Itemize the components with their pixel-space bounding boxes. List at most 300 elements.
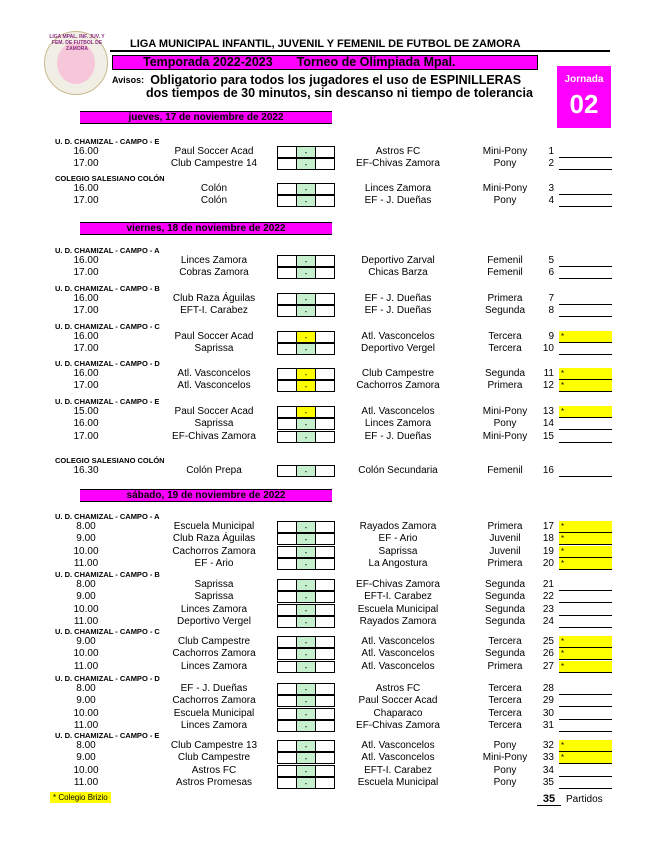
- match-category: Pony: [493, 777, 517, 789]
- home-team: Colón: [200, 195, 228, 207]
- result-line[interactable]: [559, 604, 612, 616]
- home-team: Club Campestre: [177, 752, 251, 764]
- away-team: EF - J. Dueñas: [364, 195, 432, 207]
- match-time: 11.00: [73, 777, 99, 789]
- away-score-box[interactable]: [315, 343, 335, 355]
- match-time: 9.00: [76, 752, 96, 764]
- match-time: 16.00: [73, 418, 99, 430]
- away-team: Chaparaco: [373, 707, 423, 719]
- result-line[interactable]: [559, 267, 612, 279]
- match-number: 34: [542, 764, 554, 776]
- home-score-box[interactable]: [277, 740, 297, 752]
- result-line[interactable]: *: [559, 331, 612, 343]
- match-number: 29: [542, 695, 554, 707]
- home-score-box[interactable]: [277, 305, 297, 317]
- home-score-box[interactable]: [277, 579, 297, 591]
- match-number: 15: [542, 430, 554, 442]
- match-category: Segunda: [484, 579, 526, 590]
- home-team: Club Campestre 14: [170, 158, 258, 170]
- away-team: Atl. Vasconcelos: [361, 331, 435, 342]
- day-header: viernes, 18 de noviembre de 2022: [80, 222, 332, 235]
- match-time: 9.00: [76, 533, 96, 545]
- match-category: Femenil: [487, 465, 523, 476]
- field-name: U. D. CHAMIZAL - CAMPO - E: [55, 731, 160, 740]
- home-score-box[interactable]: [277, 331, 297, 343]
- match-time: 11.00: [73, 616, 99, 628]
- home-team: Colón: [200, 183, 228, 194]
- away-team: Chicas Barza: [368, 267, 428, 279]
- result-line[interactable]: [559, 146, 612, 158]
- result-line[interactable]: *: [559, 558, 612, 570]
- match-row: [0, 708, 654, 720]
- match-time: 9.00: [76, 636, 96, 647]
- field-name: U. D. CHAMIZAL - CAMPO - B: [55, 570, 160, 579]
- logo-text: LIGA MPAL. INF. JUV. Y FEM. DE FUTBOL DE ZAMORA: [49, 34, 105, 52]
- away-score-box[interactable]: [315, 331, 335, 343]
- match-time: 10.00: [73, 603, 99, 615]
- home-team: Atl. Vasconcelos: [177, 380, 251, 392]
- away-team: EF-Chivas Zamora: [356, 158, 440, 170]
- away-team: Astros FC: [375, 683, 421, 694]
- home-score-box[interactable]: [277, 267, 297, 279]
- home-score-box[interactable]: [277, 591, 297, 603]
- away-team: Astros FC: [375, 146, 421, 157]
- home-team: Saprissa: [194, 343, 234, 355]
- away-score-box[interactable]: [315, 465, 335, 477]
- away-score-box[interactable]: [315, 158, 335, 170]
- home-score-box[interactable]: [277, 661, 297, 673]
- away-score-box[interactable]: [315, 616, 335, 628]
- home-score-box[interactable]: [277, 683, 297, 695]
- match-category: Tercera: [488, 720, 522, 732]
- home-score-box[interactable]: [277, 343, 297, 355]
- match-time: 15.00: [73, 406, 99, 417]
- result-line[interactable]: [559, 708, 612, 720]
- away-team: EFT-I. Carabez: [364, 591, 432, 603]
- away-team: Rayados Zamora: [359, 616, 437, 628]
- match-time: 16.00: [73, 255, 99, 266]
- match-number: 14: [542, 418, 554, 430]
- home-team: Club Campestre 13: [170, 740, 258, 751]
- home-score-box[interactable]: [277, 777, 297, 789]
- result-line[interactable]: *: [559, 368, 612, 380]
- away-score-box[interactable]: [315, 648, 335, 660]
- match-number: 2: [548, 158, 554, 170]
- match-number: 3: [548, 183, 554, 194]
- match-category: Tercera: [488, 707, 522, 719]
- match-row: [0, 648, 654, 660]
- score-separator: -: [296, 740, 316, 752]
- home-score-box[interactable]: [277, 158, 297, 170]
- home-score-box[interactable]: [277, 521, 297, 533]
- home-team: Club Campestre: [177, 636, 251, 647]
- match-category: Tercera: [488, 695, 522, 707]
- match-number: 24: [542, 616, 554, 628]
- result-line[interactable]: *: [559, 546, 612, 558]
- match-time: 16.00: [73, 183, 99, 194]
- home-team: Astros FC: [191, 764, 237, 776]
- result-line[interactable]: [559, 305, 612, 317]
- score-separator: -: [296, 616, 316, 628]
- match-category: Mini-Pony: [482, 752, 528, 764]
- away-score-box[interactable]: [315, 752, 335, 764]
- score-separator: -: [296, 591, 316, 603]
- match-category: Pony: [493, 740, 517, 751]
- result-line[interactable]: [559, 695, 612, 707]
- away-score-box[interactable]: [315, 406, 335, 418]
- away-score-box[interactable]: [315, 546, 335, 558]
- score-separator: -: [296, 146, 316, 158]
- away-team: EFT-I. Carabez: [364, 764, 432, 776]
- match-category: Primera: [487, 521, 523, 532]
- home-team: Saprissa: [194, 418, 234, 430]
- result-line[interactable]: [559, 343, 612, 355]
- field-name: U. D. CHAMIZAL - CAMPO - A: [55, 512, 160, 521]
- away-team: Deportivo Zarval: [361, 255, 435, 266]
- home-score-box[interactable]: [277, 752, 297, 764]
- home-score-box[interactable]: [277, 255, 297, 267]
- home-team: Cachorros Zamora: [172, 695, 256, 707]
- match-time: 10.00: [73, 707, 99, 719]
- score-separator: -: [296, 648, 316, 660]
- result-line[interactable]: *: [559, 661, 612, 673]
- field-name: U. D. CHAMIZAL - CAMPO - D: [55, 359, 160, 368]
- match-row: [0, 343, 654, 355]
- match-row: [0, 465, 654, 477]
- score-separator: -: [296, 195, 316, 207]
- match-row: [0, 158, 654, 170]
- away-score-box[interactable]: [315, 368, 335, 380]
- score-separator: -: [296, 293, 316, 305]
- home-team: EF - Ario: [194, 558, 234, 570]
- away-team: Deportivo Vergel: [361, 343, 435, 355]
- away-score-box[interactable]: [315, 183, 335, 195]
- result-line[interactable]: [559, 777, 612, 789]
- away-team: Colón Secundaria: [358, 465, 438, 476]
- match-time: 17.00: [73, 380, 99, 392]
- match-row: [0, 777, 654, 789]
- result-line[interactable]: [559, 616, 612, 628]
- home-team: Cachorros Zamora: [172, 545, 256, 557]
- result-line[interactable]: [559, 465, 612, 477]
- match-number: 8: [548, 305, 554, 317]
- away-score-box[interactable]: [315, 521, 335, 533]
- score-separator: -: [296, 380, 316, 392]
- match-number: 18: [542, 533, 554, 545]
- match-time: 9.00: [76, 695, 96, 707]
- result-line[interactable]: [559, 255, 612, 267]
- score-separator: -: [296, 683, 316, 695]
- home-score-box[interactable]: [277, 380, 297, 392]
- home-team: EF-Chivas Zamora: [172, 430, 256, 442]
- match-number: 23: [542, 603, 554, 615]
- match-number: 4: [548, 195, 554, 207]
- score-separator: -: [296, 752, 316, 764]
- jornada-badge: [557, 66, 611, 128]
- away-score-box[interactable]: [315, 720, 335, 732]
- away-team: EF - J. Dueñas: [364, 430, 432, 442]
- home-team: Linces Zamora: [180, 603, 248, 615]
- away-score-box[interactable]: [315, 558, 335, 570]
- match-row: [0, 305, 654, 317]
- match-time: 8.00: [76, 740, 96, 751]
- result-line[interactable]: *: [559, 406, 612, 418]
- away-score-box[interactable]: [315, 740, 335, 752]
- away-score-box[interactable]: [315, 146, 335, 158]
- away-score-box[interactable]: [315, 579, 335, 591]
- away-score-box[interactable]: [315, 591, 335, 603]
- home-score-box[interactable]: [277, 765, 297, 777]
- result-line[interactable]: [559, 591, 612, 603]
- score-separator: -: [296, 708, 316, 720]
- home-score-box[interactable]: [277, 406, 297, 418]
- match-time: 8.00: [76, 683, 96, 694]
- away-team: Atl. Vasconcelos: [361, 648, 435, 660]
- match-time: 11.00: [73, 558, 99, 570]
- match-number: 33: [542, 752, 554, 764]
- away-score-box[interactable]: [315, 293, 335, 305]
- match-number: 10: [542, 343, 554, 355]
- away-score-box[interactable]: [315, 708, 335, 720]
- score-separator: -: [296, 533, 316, 545]
- result-line[interactable]: [559, 431, 612, 443]
- home-team: Linces Zamora: [180, 720, 248, 732]
- away-team: EF - Ario: [378, 533, 418, 545]
- match-category: Segunda: [484, 616, 526, 628]
- season-label: Temporada 2022-2023: [143, 55, 273, 69]
- match-row: [0, 255, 654, 267]
- away-team: Linces Zamora: [364, 418, 432, 430]
- match-time: 16.00: [73, 293, 99, 304]
- home-team: Linces Zamora: [180, 255, 248, 266]
- match-category: Tercera: [488, 331, 522, 342]
- field-name: U. D. CHAMIZAL - CAMPO - E: [55, 137, 160, 146]
- home-score-box[interactable]: [277, 695, 297, 707]
- match-row: [0, 752, 654, 764]
- match-row: [0, 521, 654, 533]
- match-category: Femenil: [487, 255, 523, 266]
- result-line[interactable]: [559, 765, 612, 777]
- home-score-box[interactable]: [277, 604, 297, 616]
- match-row: [0, 579, 654, 591]
- home-team: Linces Zamora: [180, 660, 248, 672]
- away-team: Atl. Vasconcelos: [361, 660, 435, 672]
- match-number: 12: [542, 380, 554, 392]
- away-team: La Angostura: [368, 558, 428, 570]
- home-team: Escuela Municipal: [173, 707, 255, 719]
- match-number: 31: [542, 720, 554, 732]
- match-number: 19: [542, 545, 554, 557]
- match-category: Tercera: [488, 636, 522, 647]
- home-score-box[interactable]: [277, 368, 297, 380]
- match-time: 17.00: [73, 430, 99, 442]
- field-name: U. D. CHAMIZAL - CAMPO - C: [55, 627, 160, 636]
- match-number: 9: [548, 331, 554, 342]
- match-time: 17.00: [73, 343, 99, 355]
- match-row: [0, 406, 654, 418]
- home-score-box[interactable]: [277, 418, 297, 430]
- match-number: 22: [542, 591, 554, 603]
- title-divider: [110, 50, 610, 52]
- away-score-box[interactable]: [315, 431, 335, 443]
- home-score-box[interactable]: [277, 533, 297, 545]
- match-number: 25: [542, 636, 554, 647]
- match-row: [0, 183, 654, 195]
- away-score-box[interactable]: [315, 765, 335, 777]
- result-line[interactable]: [559, 418, 612, 430]
- match-number: 1: [548, 146, 554, 157]
- match-row: [0, 331, 654, 343]
- home-score-box[interactable]: [277, 146, 297, 158]
- score-separator: -: [296, 777, 316, 789]
- field-name: COLEGIO SALESIANO COLÓN: [55, 456, 165, 465]
- away-score-box[interactable]: [315, 661, 335, 673]
- result-line[interactable]: *: [559, 380, 612, 392]
- home-score-box[interactable]: [277, 465, 297, 477]
- match-row: [0, 146, 654, 158]
- score-separator: -: [296, 765, 316, 777]
- home-score-box[interactable]: [277, 708, 297, 720]
- home-team: Paul Soccer Acad: [174, 406, 254, 417]
- match-number: 35: [542, 777, 554, 789]
- score-separator: -: [296, 255, 316, 267]
- match-row: [0, 418, 654, 430]
- result-line[interactable]: *: [559, 533, 612, 545]
- result-line[interactable]: [559, 293, 612, 305]
- match-category: Tercera: [488, 683, 522, 694]
- field-name: COLEGIO SALESIANO COLÓN: [55, 174, 165, 183]
- match-category: Segunda: [484, 603, 526, 615]
- result-line[interactable]: *: [559, 740, 612, 752]
- home-score-box[interactable]: [277, 431, 297, 443]
- score-separator: -: [296, 720, 316, 732]
- score-separator: -: [296, 343, 316, 355]
- match-row: [0, 546, 654, 558]
- match-time: 10.00: [73, 648, 99, 660]
- home-score-box[interactable]: [277, 195, 297, 207]
- match-number: 26: [542, 648, 554, 660]
- result-line[interactable]: *: [559, 636, 612, 648]
- result-line[interactable]: [559, 158, 612, 170]
- match-number: 6: [548, 267, 554, 279]
- total-matches: 35: [537, 793, 561, 806]
- home-score-box[interactable]: [277, 648, 297, 660]
- match-time: 8.00: [76, 579, 96, 590]
- match-category: Juvenil: [489, 545, 521, 557]
- result-line[interactable]: [559, 195, 612, 207]
- match-category: Primera: [487, 558, 523, 570]
- away-team: EF - J. Dueñas: [364, 293, 432, 304]
- home-score-box[interactable]: [277, 616, 297, 628]
- season-banner: [112, 55, 538, 70]
- result-line[interactable]: *: [559, 752, 612, 764]
- score-separator: -: [296, 604, 316, 616]
- away-score-box[interactable]: [315, 380, 335, 392]
- score-separator: -: [296, 267, 316, 279]
- match-row: [0, 533, 654, 545]
- away-score-box[interactable]: [315, 683, 335, 695]
- home-score-box[interactable]: [277, 293, 297, 305]
- match-time: 17.00: [73, 267, 99, 279]
- match-number: 16: [542, 465, 554, 476]
- notice-line-2: dos tiempos de 30 minutos, sin descanso ni tiempo de tolerancia: [146, 86, 533, 100]
- match-category: Primera: [487, 380, 523, 392]
- home-score-box[interactable]: [277, 558, 297, 570]
- away-score-box[interactable]: [315, 636, 335, 648]
- home-team: Deportivo Vergel: [177, 616, 251, 628]
- away-score-box[interactable]: [315, 305, 335, 317]
- score-separator: -: [296, 521, 316, 533]
- result-line[interactable]: [559, 183, 612, 195]
- match-time: 17.00: [73, 305, 99, 317]
- away-team: Escuela Municipal: [357, 777, 439, 789]
- away-team: Cachorros Zamora: [356, 380, 440, 392]
- away-score-box[interactable]: [315, 195, 335, 207]
- match-category: Mini-Pony: [482, 146, 528, 157]
- match-row: [0, 765, 654, 777]
- home-team: EFT-I. Carabez: [180, 305, 248, 317]
- match-category: Pony: [493, 195, 517, 207]
- match-time: 10.00: [73, 545, 99, 557]
- match-row: [0, 368, 654, 380]
- match-row: [0, 661, 654, 673]
- result-line[interactable]: [559, 579, 612, 591]
- away-score-box[interactable]: [315, 695, 335, 707]
- away-score-box[interactable]: [315, 255, 335, 267]
- match-number: 5: [548, 255, 554, 266]
- notice-line-1: Obligatorio para todos los jugadores el uso de ESPINILLERAS: [150, 73, 522, 87]
- home-score-box[interactable]: [277, 720, 297, 732]
- match-category: Pony: [493, 158, 517, 170]
- away-score-box[interactable]: [315, 777, 335, 789]
- home-team: Club Raza Águilas: [172, 533, 256, 545]
- field-name: U. D. CHAMIZAL - CAMPO - A: [55, 246, 160, 255]
- away-score-box[interactable]: [315, 418, 335, 430]
- match-row: [0, 431, 654, 443]
- match-number: 17: [542, 521, 554, 532]
- home-team: Colón Prepa: [186, 465, 242, 476]
- match-category: Juvenil: [489, 533, 521, 545]
- match-time: 17.00: [73, 195, 99, 207]
- away-team: Saprissa: [378, 545, 418, 557]
- home-team: EF - J. Dueñas: [180, 683, 248, 694]
- home-score-box[interactable]: [277, 546, 297, 558]
- match-category: Segunda: [484, 368, 526, 379]
- away-score-box[interactable]: [315, 267, 335, 279]
- away-score-box[interactable]: [315, 604, 335, 616]
- match-category: Primera: [487, 660, 523, 672]
- score-separator: -: [296, 406, 316, 418]
- home-team: Cobras Zamora: [179, 267, 249, 279]
- away-score-box[interactable]: [315, 533, 335, 545]
- result-line[interactable]: [559, 683, 612, 695]
- home-score-box[interactable]: [277, 183, 297, 195]
- home-team: Paul Soccer Acad: [174, 146, 254, 157]
- result-line[interactable]: *: [559, 521, 612, 533]
- match-category: Femenil: [487, 267, 523, 279]
- match-time: 9.00: [76, 591, 96, 603]
- away-team: Atl. Vasconcelos: [361, 636, 435, 647]
- result-line[interactable]: *: [559, 648, 612, 660]
- home-score-box[interactable]: [277, 636, 297, 648]
- away-team: EF-Chivas Zamora: [356, 579, 440, 590]
- match-category: Primera: [487, 293, 523, 304]
- match-row: [0, 195, 654, 207]
- result-line[interactable]: [559, 720, 612, 732]
- away-team: Rayados Zamora: [359, 521, 437, 532]
- away-team: Atl. Vasconcelos: [361, 752, 435, 764]
- match-number: 11: [543, 368, 554, 379]
